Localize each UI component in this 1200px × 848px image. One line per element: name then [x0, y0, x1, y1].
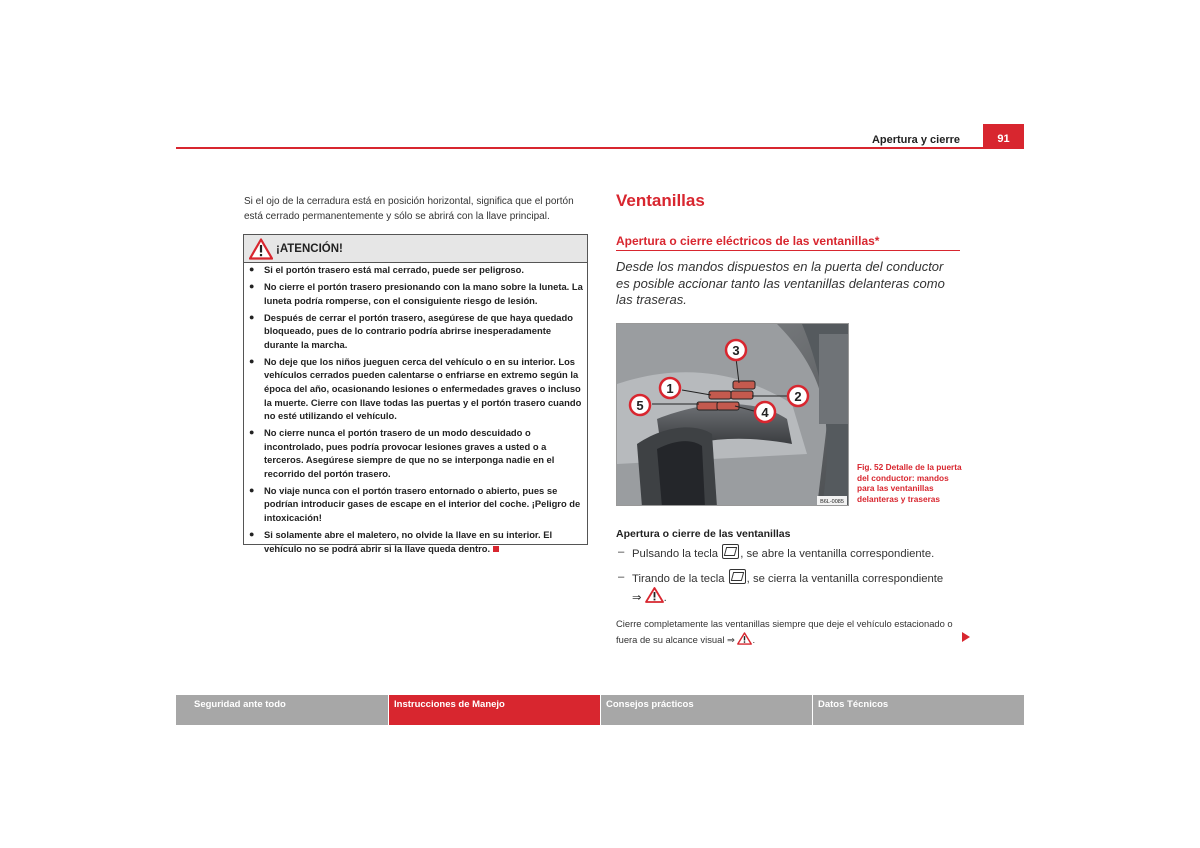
- warning-triangle-icon: [737, 632, 752, 645]
- svg-text:1: 1: [666, 381, 674, 396]
- nav-datos[interactable]: Datos Técnicos: [813, 695, 1024, 725]
- chapter-title: Apertura y cierre: [871, 134, 960, 146]
- bullet-icon: ●: [249, 311, 255, 322]
- nav-seguridad[interactable]: Seguridad ante todo: [176, 695, 388, 725]
- subsection-title: Apertura o cierre eléctricos de las ventanillas*: [616, 234, 880, 248]
- warning-item: ● No cierre nunca el portón trasero de un modo descuidado o incontrolado, pues podría provocar lesiones graves a usted o a terceros. Asegúrese siempre de que no se interponga nadie en el recorrido del portón trasero.: [249, 427, 555, 479]
- callout-4: [755, 402, 775, 422]
- svg-text:4: 4: [761, 405, 769, 420]
- dash: –: [618, 546, 625, 558]
- bullet-icon: ●: [249, 529, 255, 540]
- bullet-icon: ●: [249, 264, 255, 274]
- dash: –: [618, 571, 625, 583]
- lead-paragraph: Desde los mandos dispuestos en la puerta del conductor es posible accionar tanto las ventanillas delanteras como las traseras.: [616, 259, 945, 307]
- warning-triangle-icon: [645, 587, 664, 603]
- warning-item: ● No cierre el portón trasero presionando con la mano sobre la luneta. La luneta podría romperse, con el consiguiente riesgo de lesión.: [249, 280, 583, 306]
- steps-title: Apertura o cierre de las ventanillas: [616, 528, 791, 540]
- svg-text:3: 3: [732, 343, 740, 358]
- bullet-icon: ●: [249, 484, 255, 495]
- bullet-icon: ●: [249, 280, 255, 291]
- section-title: Ventanillas: [616, 191, 705, 210]
- svg-text:5: 5: [636, 398, 644, 413]
- bullet-icon: ●: [249, 427, 255, 438]
- bullet-icon: ●: [249, 355, 255, 366]
- figure-code: B6L-0085: [820, 499, 844, 505]
- step-open: – Pulsando la tecla , se abre la ventanilla correspondiente.: [618, 546, 935, 560]
- intro-paragraph: Si el ojo de la cerradura está en posición horizontal, significa que el portón está cerrado permanentemente y sólo se abrirá con la llave principal.: [244, 196, 574, 222]
- subsection-rule: [616, 250, 960, 251]
- continue-arrow-icon: [962, 632, 970, 642]
- warning-item: ● Después de cerrar el portón trasero, asegúrese de que haya quedado bloqueado, pues de lo contrario podría abrirse inesperadamente durante la marcha.: [249, 311, 573, 350]
- warning-list: [249, 263, 583, 559]
- window-switch-icon: [729, 569, 746, 584]
- door-controls-illustration: [617, 324, 849, 506]
- callout-5: [630, 395, 650, 415]
- door-controls-figure: [616, 323, 849, 506]
- warning-title: ¡ATENCIÓN!: [276, 243, 343, 255]
- end-marker-icon: [493, 546, 499, 552]
- header-rule: [176, 147, 1024, 149]
- svg-text:2: 2: [794, 389, 802, 404]
- warning-item: ● No viaje nunca con el portón trasero entornado o abierto, pues se podrían introducir gases de escape en el interior del coche. ¡Peligro de intoxicación!: [249, 484, 581, 524]
- warning-triangle-icon: [249, 238, 273, 260]
- callout-2: [788, 386, 808, 406]
- page-number: 91: [983, 124, 1024, 149]
- window-switch-icon: [722, 544, 739, 559]
- callout-3: [726, 340, 746, 360]
- warning-item: ● Si el portón trasero está mal cerrado, puede ser peligroso.: [249, 264, 524, 275]
- nav-instrucciones[interactable]: Instrucciones de Manejo: [389, 695, 600, 725]
- note-paragraph: Cierre completamente las ventanillas siempre que deje el vehículo estacionado o fuera de su alcance visual ⇒ .: [616, 618, 953, 645]
- figure-caption: Fig. 52 Detalle de la puerta del conductor: mandos para las ventanillas delanteras y traseras: [857, 462, 962, 504]
- warning-item: ● No deje que los niños jueguen cerca del vehículo o en su interior. Los vehículos cerrados pueden calentarse o enfriarse en extremo según la época del año, ocasionando lesiones o enfermedades graves o incluso la muerte. Cierre con llave todas las puertas y el portón trasero cuando no esté utilizando el vehículo.: [249, 355, 582, 422]
- callout-1: [660, 378, 680, 398]
- step-close: – Tirando de la tecla , se cierra la ventanilla correspondiente ⇒ .: [618, 571, 944, 604]
- warning-item: ● Si solamente abre el maletero, no olvide la llave en su interior. El vehículo no se podrá abrir si la llave queda dentro.: [249, 529, 553, 554]
- nav-consejos[interactable]: Consejos prácticos: [601, 695, 812, 725]
